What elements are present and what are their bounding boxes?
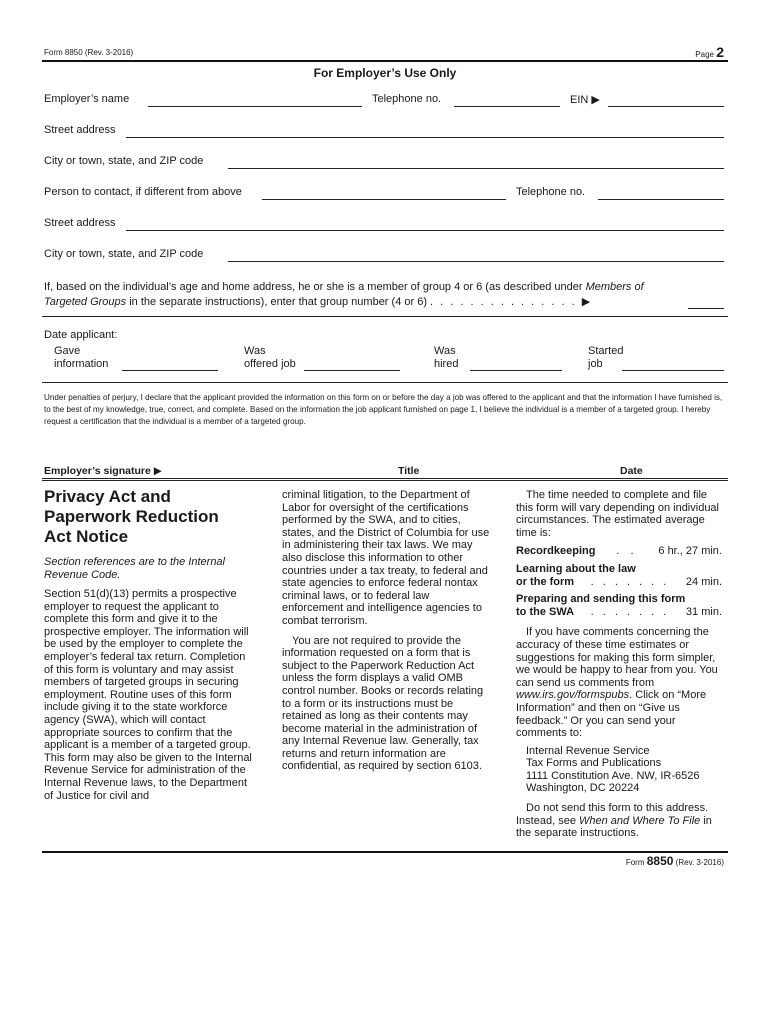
section-title: For Employer’s Use Only: [313, 66, 457, 80]
started-job-label: [588, 345, 623, 370]
col2-paragraph-1: criminal litigation, to the Department of Labor for oversight of the certifications performed by the SWA, and to cities, states, and the District of Columbia for use in administering their tax laws. We may also disclose this information to other countries under a tax treaty, to federal and state agencies to enforce federal nontax criminal laws, or to federal law enforcement and intelligence agencies to combat terrorism.: [282, 489, 490, 627]
learning-row: [516, 576, 722, 589]
privacy-heading-line-3: Act Notice: [44, 527, 129, 546]
was-offered-job-label: [244, 345, 296, 370]
comments-text-end: . Click on “More Information” and then on “Give us feedback.” Or you can send your comments to:: [516, 689, 707, 740]
divider-3: [42, 480, 728, 481]
gave-information-date-field[interactable]: [122, 370, 218, 371]
perjury-statement: Under penalties of perjury, I declare that the applicant provided the information on this form on or before the day a job was offered to the applicant and that the information I have furnished is, to the best of my knowledge, true, correct, and complete. Based on the information the job applicant furnished on page 1, I believe the individual is a member of a targeted group. I hereby request a certification that the individual is a member of a targeted group.: [44, 393, 723, 426]
contact-telephone-label: Telephone no.: [516, 186, 586, 198]
col2-paragraph-2: You are not required to provide the information requested on a form that is subject to the Paperwork Reduction Act unless the form displays a valid OMB control number. Books or records relating to a form or its instructions must be retained as long as their contents may become material in the administration of any Internal Revenue law. Generally, tax returns and return information are confidential, as required by section 6103.: [282, 634, 484, 773]
was-offered-job-date-field[interactable]: [304, 370, 400, 371]
privacy-heading: [44, 487, 219, 547]
privacy-heading-line-2: Paperwork Reduction: [44, 507, 219, 526]
recordkeeping-label: Recordkeeping: [516, 545, 596, 558]
gave-label-line-1: Gave: [54, 345, 81, 357]
footer-form-label: [626, 854, 724, 868]
preparing-row: [516, 606, 722, 619]
address-line-2: Tax Forms and Publications: [526, 757, 662, 770]
contact-telephone-field[interactable]: [598, 199, 724, 200]
group-text-part-1: If, based on the individual’s age and home address, he or she is a member of group 4 or 6 (as described under: [44, 281, 586, 293]
offered-label-line-1: Was: [244, 345, 266, 357]
privacy-column-3: [516, 489, 722, 840]
employer-name-label: Employer’s name: [44, 93, 130, 105]
footer-rule: [42, 851, 728, 853]
title-label: Title: [398, 465, 420, 477]
page-number-value: 2: [716, 44, 724, 60]
signature-line[interactable]: [42, 478, 728, 479]
gave-label-line-2: information: [54, 357, 109, 370]
telephone-field[interactable]: [454, 106, 560, 107]
learning-dots: . . . . . . .: [590, 575, 670, 588]
privacy-column-1-text: Section 51(d)(13) permits a prospective employer to request the applicant to complete this form and give it to the prospective employer. The information will be used by the employer to complete the employer’s federal tax return. Completion of this form is voluntary and may assist members of targeted groups in securing employment. Routine uses of this form include giving it to the state workforce agency (SWA), which will contact appropriate sources to confirm that the applicant is a member of a targeted group. This form may also be given to the Internal Revenue Service for administration of the Internal Revenue laws, to the Department of Justice for civil and: [44, 588, 252, 802]
employer-signature-label: Employer’s signature ▶: [44, 465, 162, 477]
preparing-time: 31 min.: [685, 605, 722, 618]
comments-paragraph: [516, 626, 722, 739]
final-note: [516, 802, 722, 840]
recordkeeping-dots: . .: [616, 545, 638, 558]
group-text-italic: Members of Targeted Groups: [44, 281, 644, 308]
city-label: City or town, state, and ZIP code: [44, 155, 204, 167]
contact-city-field[interactable]: [228, 261, 724, 262]
contact-person-label: Person to contact, if different from above: [44, 186, 242, 198]
footer-revision: (Rev. 3-2016): [675, 858, 724, 867]
comments-url-link[interactable]: www.irs.gov/formspubs: [516, 689, 630, 702]
contact-person-field[interactable]: [262, 199, 506, 200]
footer-form-word: Form: [625, 858, 645, 867]
group-number-text: [44, 280, 684, 310]
final-note-end: in the separate instructions.: [516, 814, 712, 840]
gave-information-label: [54, 345, 108, 370]
col3-intro: The time needed to complete and file this form will vary depending on individual circumstances. The estimated average time is:: [516, 489, 719, 539]
preparing-label-line-1: Preparing and sending this form: [516, 593, 686, 606]
contact-city-label: City or town, state, and ZIP code: [44, 248, 204, 260]
was-hired-date-field[interactable]: [470, 370, 562, 371]
telephone-label: Telephone no.: [372, 93, 442, 105]
final-note-italic: When and Where To File: [579, 814, 701, 827]
ein-field[interactable]: [608, 106, 724, 107]
recordkeeping-time: 6 hr., 27 min.: [658, 545, 722, 558]
comments-text: If you have comments concerning the accuracy of these time estimates or suggestions for making this form simpler, we would be happy to hear from you. You can send us comments from: [516, 626, 718, 689]
learning-label-line-2: or the form: [516, 575, 575, 588]
date-label: Date: [620, 465, 643, 477]
footer-form-number: 8850: [646, 854, 674, 868]
section-reference: Section references are to the Internal Revenue Code.: [44, 556, 225, 581]
hired-label-line-1: Was: [434, 345, 456, 357]
ein-label: EIN ▶: [570, 94, 600, 106]
preparing-dots: . . . . . . .: [590, 605, 670, 618]
group-text-part-2: in the separate instructions), enter that group number (4 or 6): [126, 296, 427, 308]
divider-1: [42, 316, 728, 317]
page-word: Page: [695, 50, 714, 59]
divider-2: [42, 382, 728, 383]
was-hired-label: [434, 345, 458, 370]
preparing-label-line-2: to the SWA: [516, 605, 575, 618]
privacy-column-2-text: [282, 489, 490, 773]
learning-label-line-1: Learning about the law: [516, 562, 636, 575]
city-field[interactable]: [228, 168, 724, 169]
contact-street-address-label: Street address: [44, 217, 116, 229]
final-note-text: Do not send this form to this address. Instead, see: [516, 802, 709, 827]
address-line-4: Washington, DC 20224: [526, 782, 640, 795]
hired-label-line-2: hired: [434, 357, 459, 370]
irs-address: [516, 745, 722, 795]
started-label-line-1: Started: [588, 345, 624, 357]
street-address-field[interactable]: [126, 137, 724, 138]
form-revision-label: Form 8850 (Rev. 3-2016): [44, 48, 134, 57]
page-number: [695, 44, 724, 60]
privacy-heading-line-1: Privacy Act and: [44, 487, 171, 506]
header-rule: [42, 60, 728, 62]
address-line-3: 1111 Constitution Ave. NW, IR-6526: [526, 769, 700, 782]
started-job-date-field[interactable]: [622, 370, 724, 371]
group-number-field[interactable]: [688, 308, 724, 309]
started-label-line-2: job: [588, 357, 603, 370]
group-dots: . . . . . . . . . . . . . . . ▶: [430, 296, 593, 308]
recordkeeping-row: [516, 545, 722, 558]
date-applicant-heading: Date applicant:: [44, 329, 118, 341]
offered-label-line-2: offered job: [244, 357, 296, 370]
street-address-label: Street address: [44, 124, 116, 136]
contact-street-address-field[interactable]: [126, 230, 724, 231]
learning-time: 24 min.: [685, 575, 722, 588]
employer-name-field[interactable]: [148, 106, 362, 107]
address-line-1: Internal Revenue Service: [526, 744, 650, 757]
